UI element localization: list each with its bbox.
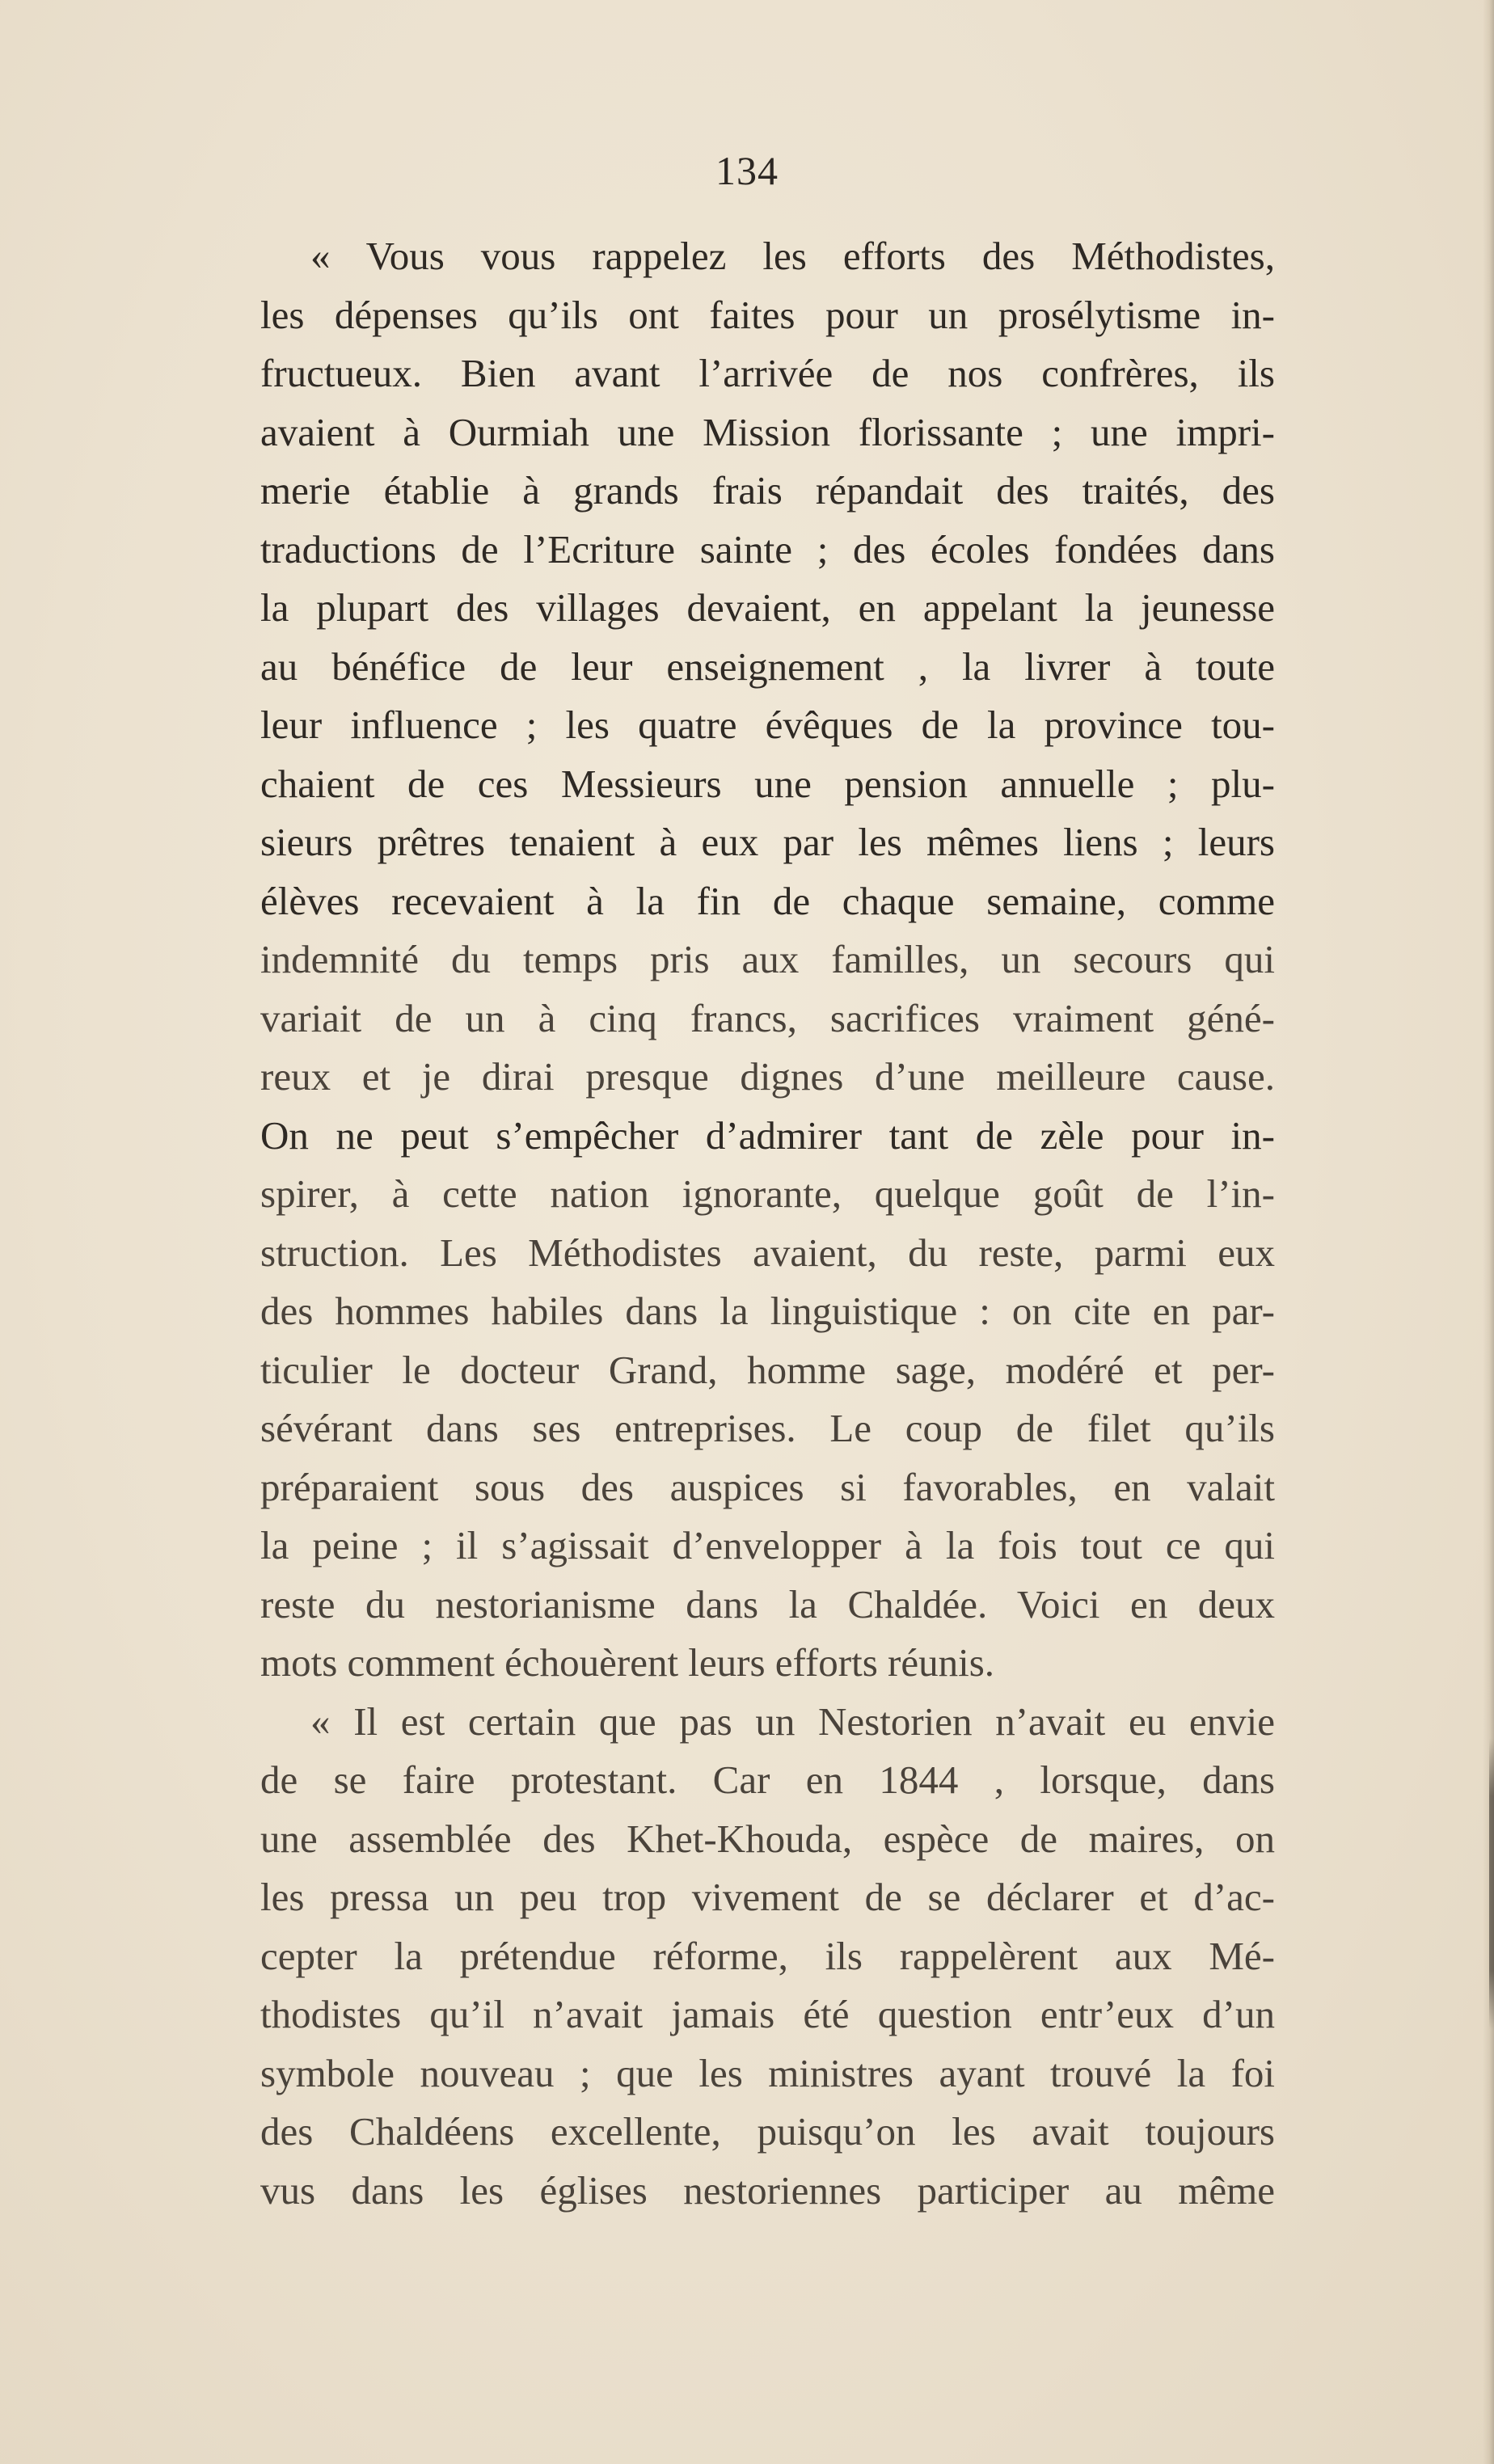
text-line: sieurs prêtres tenaient à eux par les mêmes liens ; leurs bbox=[260, 820, 1275, 864]
text-line: les pressa un peu trop vivement de se déclarer et d’ac- bbox=[260, 1875, 1275, 1919]
text-line: reste du nestorianisme dans la Chaldée. Voici en deux bbox=[260, 1581, 1275, 1626]
text-line: la peine ; il s’agissait d’envelopper à la fois tout ce qui bbox=[260, 1523, 1275, 1567]
text-line: la plupart des villages devaient, en appelant la jeunesse bbox=[260, 585, 1275, 630]
text-line: chaient de ces Messieurs une pension annuelle ; plu- bbox=[260, 761, 1275, 806]
text-line: spirer, à cette nation ignorante, quelque goût de l’in- bbox=[260, 1171, 1275, 1216]
text-line: des Chaldéens excellente, puisqu’on les avait toujours bbox=[260, 2109, 1275, 2154]
text-line: au bénéfice de leur enseignement , la livrer à toute bbox=[260, 643, 1275, 689]
text-line: des hommes habiles dans la linguistique : on cite en par- bbox=[260, 1289, 1275, 1333]
text-line: les dépenses qu’ils ont faites pour un prosélytisme in- bbox=[260, 292, 1275, 337]
text-line: variait de un à cinq francs, sacrifices vraiment géné- bbox=[260, 995, 1275, 1040]
text-line: « Vous vous rappelez les efforts des Méthodistes, bbox=[310, 234, 1275, 278]
binding-mark bbox=[1489, 1738, 1494, 2029]
text-line: symbole nouveau ; que les ministres ayant trouvé la foi bbox=[260, 2050, 1275, 2095]
page-edge-shadow bbox=[1483, 0, 1494, 2464]
text-line: struction. Les Méthodistes avaient, du reste, parmi eux bbox=[260, 1230, 1275, 1275]
text-line: de se faire protestant. Car en 1844 , lorsque, dans bbox=[260, 1757, 1275, 1802]
text-line: avaient à Ourmiah une Mission florissante ; une impri- bbox=[260, 409, 1275, 454]
text-line: préparaient sous des auspices si favorables, en valait bbox=[260, 1464, 1275, 1509]
text-line: reux et je dirai presque dignes d’une meilleure cause. bbox=[260, 1054, 1275, 1099]
page-number: 134 bbox=[715, 148, 779, 193]
text-line: leur influence ; les quatre évêques de la province tou- bbox=[260, 702, 1275, 747]
text-line: thodistes qu’il n’avait jamais été question entr’eux d’un bbox=[260, 1992, 1275, 2036]
text-line: merie établie à grands frais répandait des traités, des bbox=[260, 468, 1275, 513]
text-line: traductions de l’Ecriture sainte ; des écoles fondées dans bbox=[260, 526, 1275, 572]
text-line: sévérant dans ses entreprises. Le coup de filet qu’ils bbox=[260, 1406, 1275, 1450]
text-line: une assemblée des Khet-Khouda, espèce de maires, on bbox=[260, 1816, 1275, 1861]
text-line: ticulier le docteur Grand, homme sage, modéré et per- bbox=[260, 1347, 1275, 1392]
text-line: mots comment échouèrent leurs efforts réunis. bbox=[260, 1640, 995, 1685]
body-text bbox=[260, 227, 1275, 2220]
text-line: cepter la prétendue réforme, ils rappelèrent aux Mé- bbox=[260, 1933, 1275, 1978]
text-line: élèves recevaient à la fin de chaque semaine, comme bbox=[260, 878, 1275, 923]
text-line: « Il est certain que pas un Nestorien n’avait eu envie bbox=[310, 1698, 1275, 1744]
text-line: fructueux. Bien avant l’arrivée de nos confrères, ils bbox=[260, 351, 1275, 395]
text-line: vus dans les églises nestoriennes participer au même bbox=[260, 2167, 1275, 2213]
text-line: On ne peut s’empêcher d’admirer tant de zèle pour in- bbox=[260, 1112, 1275, 1158]
text-line: indemnité du temps pris aux familles, un secours qui bbox=[260, 937, 1275, 981]
